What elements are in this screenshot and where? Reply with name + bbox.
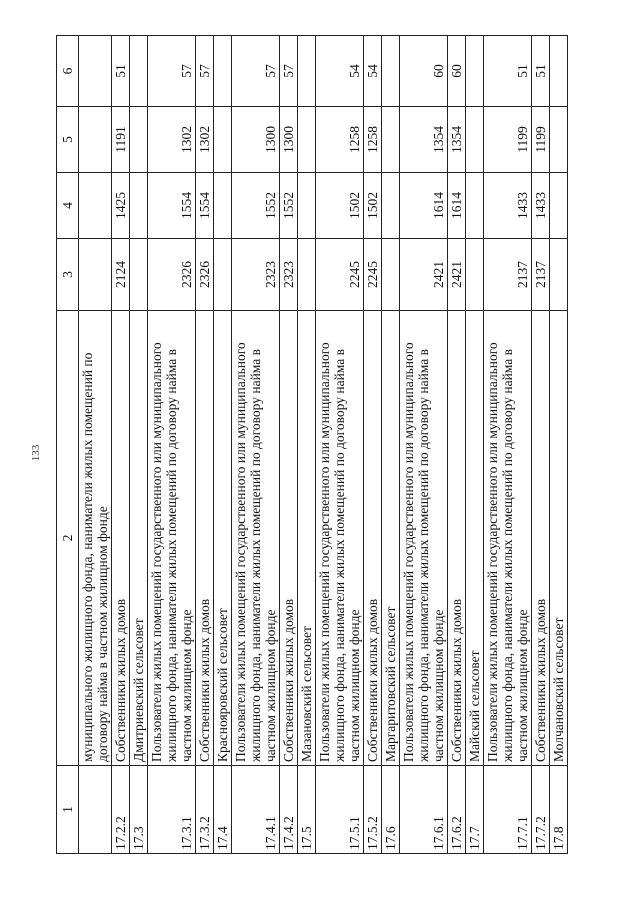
row-name-cell: муниципального жилищного фонда, наниматели жилых помещений по договору найма в частном жилищном фонде [79, 311, 112, 766]
column-header-6: 6 [57, 36, 79, 107]
row-name-cell: Собственники жилых домов [532, 311, 550, 766]
table-row [466, 36, 484, 854]
row-name-cell: Собственники жилых домов [280, 311, 298, 766]
row-value-cell: 57 [148, 36, 196, 107]
table-body [79, 36, 568, 854]
table-row [112, 36, 130, 854]
data-table [56, 35, 568, 854]
row-value-cell: 2323 [232, 239, 280, 311]
row-value-cell: 1300 [280, 107, 298, 173]
row-code-cell: 17.5.2 [364, 766, 382, 854]
row-code-cell: 17.4 [214, 766, 232, 854]
row-code-cell: 17.7 [466, 766, 484, 854]
table-row [214, 36, 232, 854]
row-value-cell: 1554 [196, 173, 214, 239]
row-code-cell: 17.6.1 [400, 766, 448, 854]
row-code-cell: 17.7.2 [532, 766, 550, 854]
row-value-cell: 2137 [532, 239, 550, 311]
row-value-cell: 1199 [484, 107, 532, 173]
row-name-cell: Собственники жилых домов [448, 311, 466, 766]
table-row [196, 36, 214, 854]
column-header-5: 5 [57, 107, 79, 173]
row-value-cell: 2137 [484, 239, 532, 311]
row-value-cell [214, 239, 232, 311]
row-value-cell: 1433 [484, 173, 532, 239]
row-value-cell: 1502 [316, 173, 364, 239]
row-code-cell: 17.7.1 [484, 766, 532, 854]
row-value-cell [466, 36, 484, 107]
row-value-cell [382, 173, 400, 239]
row-name-cell: Собственники жилых домов [196, 311, 214, 766]
row-value-cell [298, 36, 316, 107]
row-name-cell: Собственники жилых домов [112, 311, 130, 766]
row-value-cell: 2326 [196, 239, 214, 311]
row-name-cell: Собственники жилых домов [364, 311, 382, 766]
row-value-cell: 1614 [400, 173, 448, 239]
row-value-cell: 60 [400, 36, 448, 107]
page-number: 133 [30, 444, 42, 462]
table-row [79, 36, 112, 854]
row-value-cell [79, 107, 112, 173]
row-value-cell: 2326 [148, 239, 196, 311]
row-code-cell: 17.3.2 [196, 766, 214, 854]
column-header-3: 3 [57, 239, 79, 311]
row-name-cell: Молчановский сельсовет [550, 311, 568, 766]
row-value-cell [298, 239, 316, 311]
row-value-cell: 57 [280, 36, 298, 107]
row-value-cell: 1552 [280, 173, 298, 239]
table-row [484, 36, 532, 854]
table-row [382, 36, 400, 854]
row-value-cell [382, 107, 400, 173]
row-value-cell [79, 173, 112, 239]
table-row [400, 36, 448, 854]
row-name-cell: Пользователи жилых помещений государственного или муниципального жилищного фонда, наниматели жилых помещений по договору найма в частном жилищном фонде [400, 311, 448, 766]
row-value-cell [550, 107, 568, 173]
row-value-cell: 1302 [196, 107, 214, 173]
row-value-cell [466, 107, 484, 173]
row-value-cell: 1354 [400, 107, 448, 173]
row-value-cell: 1552 [232, 173, 280, 239]
row-value-cell [79, 239, 112, 311]
row-name-cell: Краснояровский сельсовет [214, 311, 232, 766]
table-row [130, 36, 148, 854]
column-header-2: 2 [57, 311, 79, 766]
row-value-cell: 2323 [280, 239, 298, 311]
row-value-cell: 1258 [316, 107, 364, 173]
row-value-cell [550, 239, 568, 311]
table-header [57, 36, 79, 854]
row-value-cell [382, 36, 400, 107]
row-value-cell: 1302 [148, 107, 196, 173]
column-header-4: 4 [57, 173, 79, 239]
row-value-cell [130, 107, 148, 173]
row-value-cell: 1502 [364, 173, 382, 239]
row-value-cell: 51 [112, 36, 130, 107]
row-name-cell: Пользователи жилых помещений государственного или муниципального жилищного фонда, наниматели жилых помещений по договору найма в частном жилищном фонде [316, 311, 364, 766]
row-value-cell [130, 173, 148, 239]
row-value-cell [130, 36, 148, 107]
table-row [532, 36, 550, 854]
row-name-cell: Маргаритовский сельсовет [382, 311, 400, 766]
row-name-cell: Майский сельсовет [466, 311, 484, 766]
row-code-cell: 17.8 [550, 766, 568, 854]
row-value-cell: 1354 [448, 107, 466, 173]
column-header-1: 1 [57, 766, 79, 854]
row-value-cell: 54 [316, 36, 364, 107]
row-value-cell: 57 [196, 36, 214, 107]
row-value-cell [214, 173, 232, 239]
row-code-cell: 17.6 [382, 766, 400, 854]
rotated-table-container [56, 36, 613, 854]
row-value-cell: 1300 [232, 107, 280, 173]
row-value-cell: 1554 [148, 173, 196, 239]
row-name-cell: Пользователи жилых помещений государственного или муниципального жилищного фонда, наниматели жилых помещений по договору найма в частном жилищном фонде [232, 311, 280, 766]
row-value-cell: 2245 [316, 239, 364, 311]
table-row [280, 36, 298, 854]
row-code-cell: 17.2.2 [112, 766, 130, 854]
row-value-cell [79, 36, 112, 107]
row-value-cell: 1199 [532, 107, 550, 173]
table-row [298, 36, 316, 854]
table-row [148, 36, 196, 854]
row-code-cell: 17.5 [298, 766, 316, 854]
row-value-cell: 2245 [364, 239, 382, 311]
row-value-cell [466, 239, 484, 311]
row-name-cell: Пользователи жилых помещений государственного или муниципального жилищного фонда, наниматели жилых помещений по договору найма в частном жилищном фонде [148, 311, 196, 766]
row-value-cell [214, 36, 232, 107]
row-value-cell [214, 107, 232, 173]
row-value-cell: 60 [448, 36, 466, 107]
table-row [550, 36, 568, 854]
row-value-cell [550, 173, 568, 239]
row-value-cell: 1614 [448, 173, 466, 239]
row-code-cell: 17.4.2 [280, 766, 298, 854]
row-code-cell: 17.4.1 [232, 766, 280, 854]
table-row [232, 36, 280, 854]
table-row [364, 36, 382, 854]
row-value-cell: 1433 [532, 173, 550, 239]
row-value-cell: 2124 [112, 239, 130, 311]
row-code-cell [79, 766, 112, 854]
row-value-cell [298, 173, 316, 239]
row-value-cell: 1425 [112, 173, 130, 239]
table-row [316, 36, 364, 854]
row-value-cell [382, 239, 400, 311]
row-code-cell: 17.6.2 [448, 766, 466, 854]
row-value-cell [130, 239, 148, 311]
row-value-cell: 51 [484, 36, 532, 107]
row-value-cell [550, 36, 568, 107]
row-code-cell: 17.3 [130, 766, 148, 854]
row-name-cell: Пользователи жилых помещений государственного или муниципального жилищного фонда, наниматели жилых помещений по договору найма в частном жилищном фонде [484, 311, 532, 766]
row-value-cell: 1258 [364, 107, 382, 173]
row-value-cell: 54 [364, 36, 382, 107]
row-value-cell: 1191 [112, 107, 130, 173]
row-code-cell: 17.3.1 [148, 766, 196, 854]
table-row [448, 36, 466, 854]
row-value-cell [298, 107, 316, 173]
row-value-cell: 57 [232, 36, 280, 107]
row-code-cell: 17.5.1 [316, 766, 364, 854]
row-value-cell: 2421 [448, 239, 466, 311]
table-header-row [57, 36, 79, 854]
row-value-cell: 2421 [400, 239, 448, 311]
row-name-cell: Дмитриевский сельсовет [130, 311, 148, 766]
row-value-cell: 51 [532, 36, 550, 107]
row-value-cell [466, 173, 484, 239]
row-name-cell: Мазановский сельсовет [298, 311, 316, 766]
